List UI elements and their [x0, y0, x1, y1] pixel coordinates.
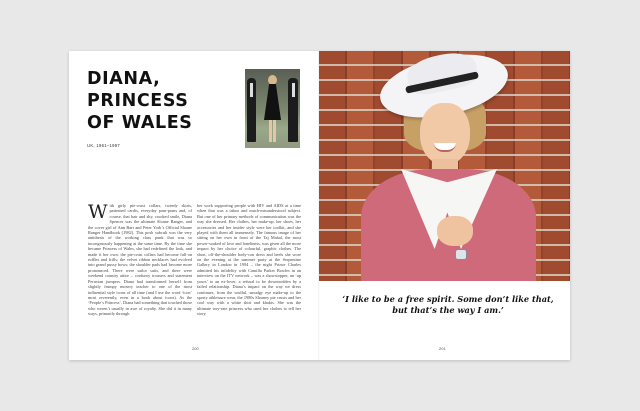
drop-cap: W: [88, 201, 108, 223]
pull-quote: ‘I like to be a free spirit. Some don’t like that, but that’s the way I am.’: [342, 294, 554, 315]
photo-dress: [264, 84, 281, 120]
right-page: [319, 51, 570, 360]
photo-legs: [269, 120, 276, 142]
page-number-left: 200: [192, 346, 199, 351]
photo-shirt-left: [250, 83, 253, 97]
photo-head: [268, 75, 277, 85]
column-1-text: ith girly pie-crust collars, tweedy skirts, patterned cardis, everyday pom-poms and, of course, that hair and shy, crooked smile, Diana Spencer was the ultimate Sloane Ranger, and the cover girl of Ann Barr and Peter York’s Official Sloane Ranger Handbook (1982). This posh subcult was the very antithesis of the working class punk that was so incongruously happening at the same time. By the time she became Princess of Wales, she had redefined the look, and made it her own: the pie-crust collars had become full-on ruffles and frills; the velvet ribbon necklaces had evolved into grand pussy bows; the shoulder pads had become more pronounced. There were sailor suits, and there were weekend country attire – corduroy trousers and statement Peruvian jumpers. Diana had transformed herself from slightly frumpy nursery teacher to one of the most influential style icons of all time (and I use the word ‘icon’ most reverently, even in a book about icons). As the ‘People’s Princess’, Diana had something that touched those who weren’t usually in awe of royalty. She did it in many ways, primarily through: [88, 203, 192, 317]
portrait-photo: [319, 51, 570, 281]
body-column-1: [88, 203, 192, 317]
page-subtitle: UK, 1961–1997: [87, 143, 121, 148]
left-page: [69, 51, 319, 360]
small-photo: [245, 69, 300, 148]
page-number-right: 201: [439, 346, 446, 351]
photo-shirt-right: [292, 83, 295, 97]
photo-face: [420, 103, 470, 165]
photo-hand: [437, 216, 473, 246]
book-spread: [69, 51, 570, 360]
page-title: DIANA, PRINCESS OF WALES: [87, 69, 193, 133]
column-2-text: her work supporting people with HIV and AIDS at a time when that was a taboo and much-misunderstood subject. But one of her primary methods of communication was the way she dressed. Her clothes, her make-up, her shoes, her accessories and her insider style were her toolkit, and she played with them all immensely. The famous image of her sitting on her own in front of the Taj Mahal, the most power-soaked of love and loneliness, was given all the more impact by her choice of colourful, graphic clothes. The short, off-the-shoulder body-con dress and heels she wore on the evening at the summer party at the Serpentine Gallery in London in 1994 – the night Prince Charles admitted his infidelity with Camilla Parker Bowles in an interview on the ITV network – was a showstopper, an ‘up yours’ to an ex-lover, a refusal to be downtrodden by a failed relationship. Diana’s impact on the way we dress continues, from the soulful, smudgy eye make-up to the sporty athleisure wear, the 1980s Sloaney pie crusts and her cool way with a white shirt and khakis. She was the ultimate tory-rate princess who used her clothes to tell her story.: [197, 203, 301, 317]
body-column-2: [197, 203, 301, 317]
photo-watch: [455, 249, 467, 260]
